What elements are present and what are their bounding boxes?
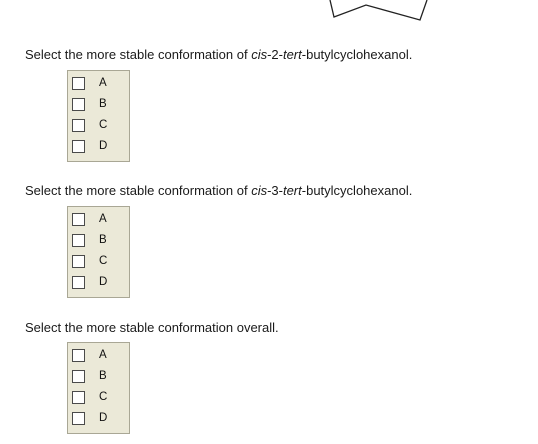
checkbox[interactable] bbox=[72, 77, 85, 90]
checkbox[interactable] bbox=[72, 370, 85, 383]
question-3-text bbox=[25, 320, 279, 336]
option-label: D bbox=[99, 412, 108, 424]
question-2-option-c[interactable] bbox=[68, 251, 129, 272]
question-2-italic-tert: tert bbox=[282, 183, 302, 198]
option-label: A bbox=[99, 213, 107, 225]
question-2-text bbox=[25, 183, 412, 199]
question-3-option-c[interactable] bbox=[68, 387, 129, 408]
question-1-text bbox=[25, 47, 412, 63]
option-label: B bbox=[99, 370, 107, 382]
option-label: A bbox=[99, 349, 107, 361]
question-2-italic-cis: cis bbox=[251, 183, 268, 198]
question-1-option-d[interactable] bbox=[68, 136, 129, 157]
checkbox[interactable] bbox=[72, 412, 85, 425]
question-2-suffix: -butylcyclohexanol. bbox=[301, 183, 413, 198]
question-3-option-d[interactable] bbox=[68, 408, 129, 429]
option-label: B bbox=[99, 234, 107, 246]
question-2-option-a[interactable] bbox=[68, 209, 129, 230]
option-label: A bbox=[99, 77, 107, 89]
checkbox[interactable] bbox=[72, 213, 85, 226]
checkbox[interactable] bbox=[72, 276, 85, 289]
question-2-mid: -3- bbox=[267, 183, 283, 198]
checkbox[interactable] bbox=[72, 255, 85, 268]
question-2-prefix: Select the more stable conformation of bbox=[25, 183, 252, 198]
question-2-answer-box bbox=[67, 206, 130, 298]
checkbox[interactable] bbox=[72, 119, 85, 132]
question-3-option-b[interactable] bbox=[68, 366, 129, 387]
question-2-option-b[interactable] bbox=[68, 230, 129, 251]
question-1-option-c[interactable] bbox=[68, 115, 129, 136]
option-label: C bbox=[99, 119, 108, 131]
question-2-option-d[interactable] bbox=[68, 272, 129, 293]
checkbox[interactable] bbox=[72, 140, 85, 153]
question-3-option-a[interactable] bbox=[68, 345, 129, 366]
option-label: C bbox=[99, 391, 108, 403]
question-1-italic-cis: cis bbox=[251, 47, 268, 62]
option-label: D bbox=[99, 276, 108, 288]
question-1-option-b[interactable] bbox=[68, 94, 129, 115]
question-1-answer-box bbox=[67, 70, 130, 162]
question-3-answer-box bbox=[67, 342, 130, 434]
option-label: D bbox=[99, 140, 108, 152]
question-1-suffix: -butylcyclohexanol. bbox=[301, 47, 413, 62]
question-3-prefix: Select the more stable conformation overall. bbox=[25, 320, 279, 335]
question-1-option-a[interactable] bbox=[68, 73, 129, 94]
option-label: C bbox=[99, 255, 108, 267]
checkbox[interactable] bbox=[72, 234, 85, 247]
checkbox[interactable] bbox=[72, 391, 85, 404]
checkbox[interactable] bbox=[72, 98, 85, 111]
structure-fragment-image bbox=[325, 0, 435, 26]
question-1-italic-tert: tert bbox=[282, 47, 302, 62]
option-label: B bbox=[99, 98, 107, 110]
question-1-prefix: Select the more stable conformation of bbox=[25, 47, 252, 62]
checkbox[interactable] bbox=[72, 349, 85, 362]
question-1-mid: -2- bbox=[267, 47, 283, 62]
